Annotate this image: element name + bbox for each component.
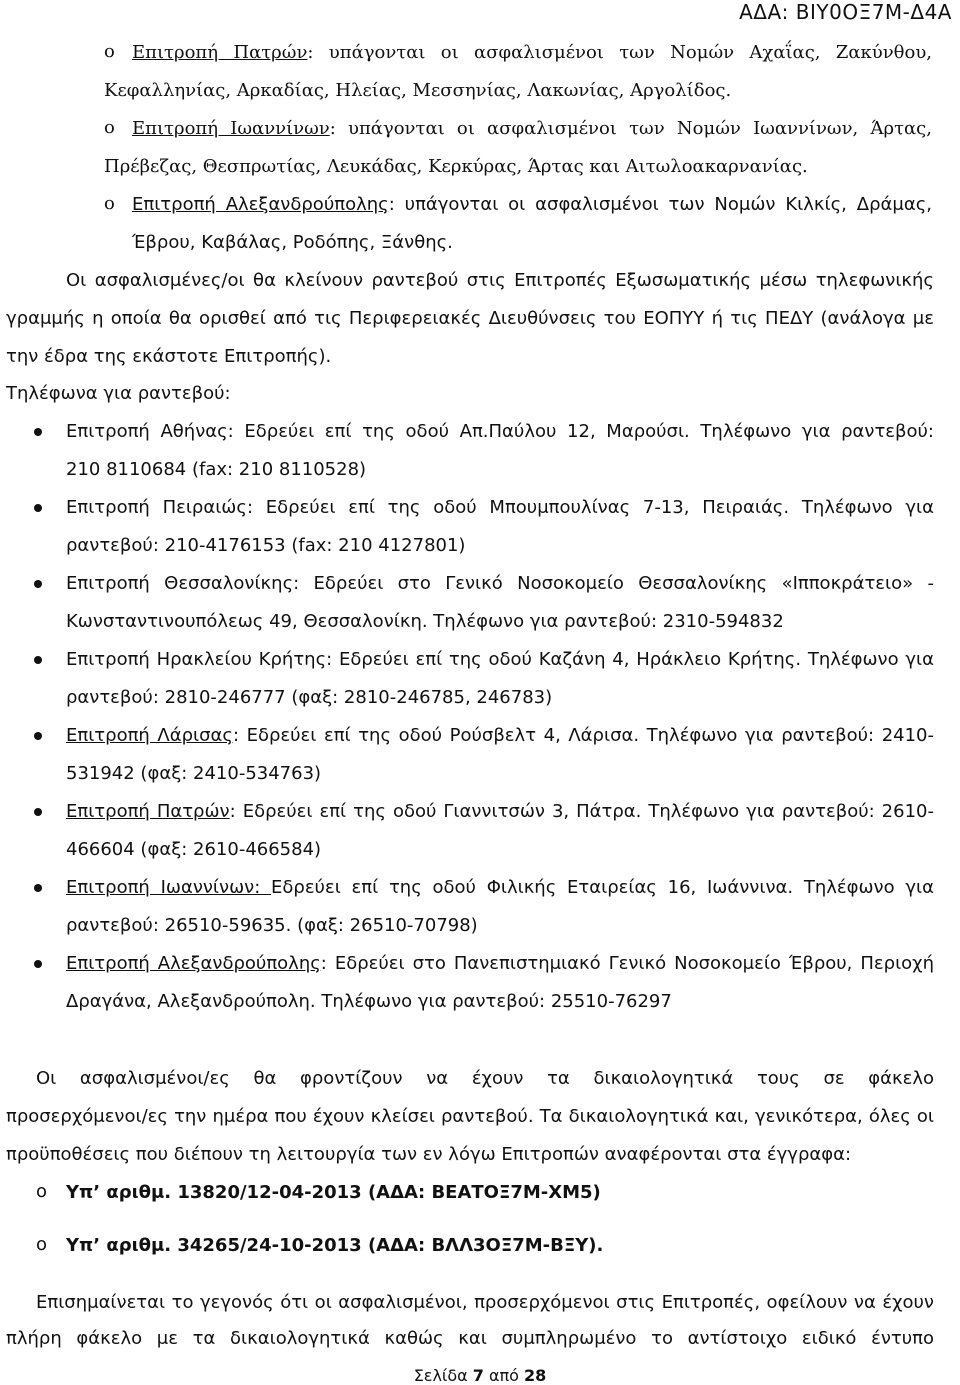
committee-name: Επιτροπή Ιωαννίνων: — [66, 877, 272, 898]
committee-text: : Εδρεύει επί της οδού Γιαννιτσών 3, Πάτρα. Τηλέφωνο για ραντεβού: 2610- — [229, 801, 934, 822]
committee-text: Επιτροπή Πειραιώς: Εδρεύει επί της οδού Μπουμπουλίνας 7-13, Πειραιάς. Τηλέφωνο για — [66, 497, 934, 518]
list-item-text: : υπάγονται οι ασφαλισμένοι των Νομών Κιλκίς, Δράμας, — [388, 194, 932, 215]
paragraph-line: Οι ασφαλισμένοι/ες θα φροντίζουν να έχουν τα δικαιολογητικά τους σε φάκελο — [36, 1068, 934, 1089]
committee-line — [66, 419, 934, 445]
list-item-text: : υπάγονται οι ασφαλισμένοι των Νομών Αχαΐας, Ζακύνθου, — [307, 42, 932, 63]
document-reference: Υπ’ αριθμ. 34265/24-10-2013 (ΑΔΑ: ΒΛΛ3ΟΞ7Μ-ΒΞΥ). — [66, 1235, 604, 1256]
committee-line: 466604 (φαξ: 2610-466584) — [66, 839, 322, 860]
committee-name: Επιτροπή Πατρών — [132, 42, 308, 63]
committee-name: Επιτροπή Ιωαννίνων — [132, 118, 330, 139]
list-marker: o — [104, 41, 115, 62]
committee-name: Επιτροπή Αλεξανδρούπολης — [66, 953, 321, 974]
paragraph-line: προσερχόμενοι/ες την ημέρα που έχουν κλείσει ραντεβού. Τα δικαιολογητικά και, γενικότερα, όλες οι — [6, 1106, 934, 1127]
committee-line: 210 8110684 (fax: 210 8110528) — [66, 459, 367, 480]
bullet-icon — [34, 732, 42, 740]
committee-line — [66, 571, 934, 597]
bullet-icon — [34, 960, 42, 968]
list-item — [132, 192, 932, 218]
paragraph-line: γραμμής η οποία θα ορισθεί από τις Περιφερειακές Διευθύνσεις του ΕΟΠΥΥ ή τις ΠΕΔΥ (ανάλογα με — [6, 308, 934, 329]
committee-name: Επιτροπή Αλεξανδρούπολης — [132, 194, 389, 215]
committee-line — [66, 799, 934, 825]
paragraph-line: την έδρα της εκάστοτε Επιτροπής). — [6, 346, 332, 367]
committee-text: Επιτροπή Αθήνας: Εδρεύει επί της οδού Απ.Παύλου 12, Μαρούσι. Τηλέφωνο για ραντεβού: — [66, 421, 934, 442]
list-marker: o — [36, 1234, 48, 1255]
bullet-icon — [34, 428, 42, 436]
paragraph-line: Οι ασφαλισμένες/οι θα κλείνουν ραντεβού στις Επιτροπές Εξωσωματικής μέσω τηλεφωνικής — [66, 270, 934, 291]
bullet-icon — [34, 580, 42, 588]
committee-text: : Εδρεύει στο Πανεπιστημιακό Γενικό Νοσοκομείο Έβρου, Περιοχή — [320, 953, 934, 974]
list-marker: o — [104, 193, 115, 214]
document-reference: Υπ’ αριθμ. 13820/12-04-2013 (ΑΔΑ: ΒΕΑΤΟΞ7Μ-ΧΜ5) — [66, 1182, 601, 1203]
page-footer — [0, 1366, 960, 1385]
list-item-text: : υπάγονται οι ασφαλισμένοι των Νομών Ιωαννίνων, Άρτας, — [329, 118, 932, 139]
committee-name: Επιτροπή Πατρών — [66, 801, 230, 822]
list-item-continuation: Έβρου, Καβάλας, Ροδόπης, Ξάνθης. — [132, 232, 453, 253]
committee-line — [66, 495, 934, 521]
list-marker: o — [36, 1181, 48, 1202]
list-item-continuation: Πρέβεζας, Θεσπρωτίας, Λευκάδας, Κερκύρας, Άρτας και Αιτωλοακαρνανίας. — [104, 156, 808, 177]
committee-text: : Εδρεύει επί της οδού Ρούσβελτ 4, Λάρισα. Τηλέφωνο για ραντεβού: 2410- — [232, 725, 934, 746]
committee-line: 531942 (φαξ: 2410-534763) — [66, 763, 322, 784]
committee-line: ραντεβού: 210-4176153 (fax: 210 4127801) — [66, 535, 466, 556]
list-item-continuation: Κεφαλληνίας, Αρκαδίας, Ηλείας, Μεσσηνίας, Λακωνίας, Αργολίδος. — [104, 80, 732, 101]
list-item — [132, 116, 932, 142]
bullet-icon — [34, 504, 42, 512]
committee-name: Επιτροπή Λάρισας — [66, 725, 233, 746]
committee-line — [66, 951, 934, 977]
paragraph-line: προϋποθέσεις που διέπουν τη λειτουργία των εν λόγω Επιτροπών αναφέρονται στα έγγραφα: — [6, 1144, 852, 1165]
committee-text: Επιτροπή Θεσσαλονίκης: Εδρεύει στο Γενικό Νοσοκομείο Θεσσαλονίκης «Ιπποκράτειο» - — [66, 573, 934, 594]
committee-line: Κωνσταντινουπόλεως 49, Θεσσαλονίκη. Τηλέφωνο για ραντεβού: 2310-594832 — [66, 611, 784, 632]
paragraph-line: πλήρη φάκελο με τα δικαιολογητικά καθώς και συμπληρωμένο το αντίστοιχο ειδικό έντυπο — [6, 1328, 934, 1349]
committee-line: Δραγάνα, Αλεξανδρούπολη. Τηλέφωνο για ραντεβού: 25510-76297 — [66, 991, 672, 1012]
page-number: 7 — [472, 1366, 484, 1385]
phones-heading: Τηλέφωνα για ραντεβού: — [6, 383, 231, 404]
list-marker: o — [104, 117, 115, 138]
committee-line — [66, 647, 934, 673]
footer-label: από — [483, 1366, 525, 1385]
bullet-icon — [34, 656, 42, 664]
bullet-icon — [34, 808, 42, 816]
list-item — [132, 40, 932, 66]
committee-text: Εδρεύει επί της οδού Φιλικής Εταιρείας 16, Ιωάννινα. Τηλέφωνο για — [271, 877, 934, 898]
ada-code: ΑΔΑ: ΒΙΥ0ΟΞ7Μ-Δ4Α — [739, 0, 952, 24]
bullet-icon — [34, 884, 42, 892]
page-total: 28 — [524, 1366, 547, 1385]
committee-line — [66, 875, 934, 901]
committee-line: ραντεβού: 26510-59635. (φαξ: 26510-70798) — [66, 915, 478, 936]
committee-line — [66, 723, 934, 749]
footer-label: Σελίδα — [413, 1366, 473, 1385]
paragraph-line: Επισημαίνεται το γεγονός ότι οι ασφαλισμένοι, προσερχόμενοι στις Επιτροπές, οφείλουν να έχουν — [36, 1292, 934, 1313]
committee-text: Επιτροπή Ηρακλείου Κρήτης: Εδρεύει επί της οδού Καζάνη 4, Ηράκλειο Κρήτης. Τηλέφωνο για — [66, 649, 934, 670]
committee-line: ραντεβού: 2810-246777 (φαξ: 2810-246785, 246783) — [66, 687, 553, 708]
